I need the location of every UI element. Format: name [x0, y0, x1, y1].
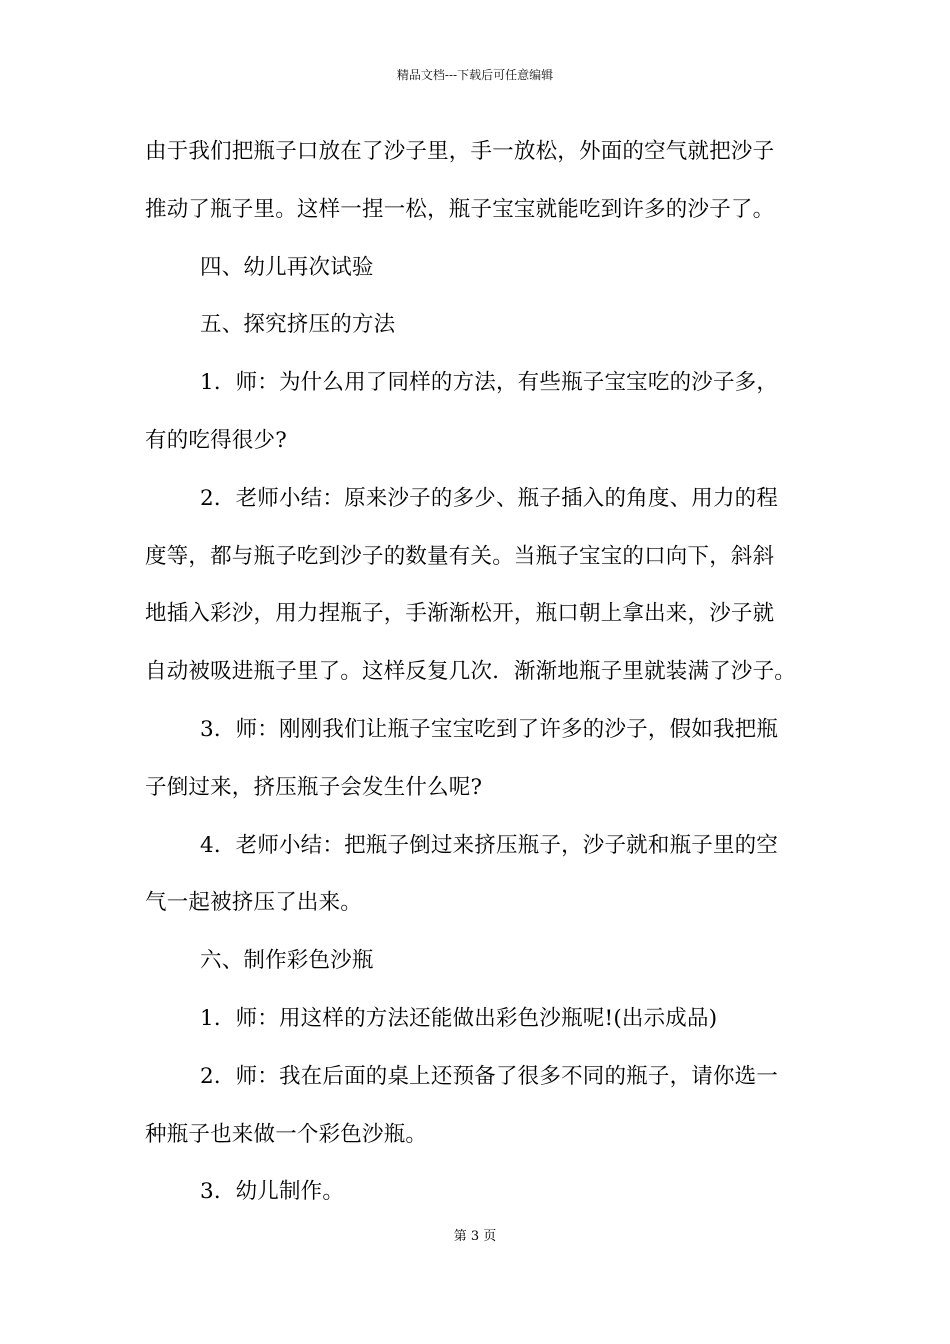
text-line: 地插入彩沙，用力捏瓶子，手渐渐松开，瓶口朝上拿出来，沙子就 — [145, 601, 775, 627]
text-line: 由于我们把瓶子口放在了沙子里，手一放松，外面的空气就把沙子 — [145, 139, 775, 164]
text-line: 推动了瓶子里。这样一捏一松，瓶子宝宝就能吃到许多的沙子了。 — [145, 196, 775, 222]
section-heading: 六、制作彩色沙瓶 — [200, 948, 374, 974]
text-line: 气一起被挤压了出来。 — [145, 890, 363, 916]
section-heading: 五、探究挤压的方法 — [200, 312, 396, 338]
text-line: 2．师：我在后面的桌上还预备了很多不同的瓶子，请你选一 — [200, 1063, 779, 1089]
text-line: 4．老师小结：把瓶子倒过来挤压瓶子，沙子就和瓶子里的空 — [200, 832, 779, 858]
text-line: 2．老师小结：原来沙子的多少、瓶子插入的角度、用力的程 — [200, 485, 779, 511]
text-line: 子倒过来，挤压瓶子会发生什么呢? — [145, 774, 483, 800]
text-line: 度等，都与瓶子吃到沙子的数量有关。当瓶子宝宝的口向下，斜斜 — [145, 543, 775, 569]
text-line: 1．师：用这样的方法还能做出彩色沙瓶呢!(出示成品) — [200, 1005, 718, 1031]
page-header: 精品文档---下载后可任意编辑 — [396, 68, 554, 82]
text-line: 3．幼儿制作。 — [200, 1179, 345, 1205]
section-heading: 四、幼儿再次试验 — [200, 254, 374, 280]
text-line: 1．师：为什么用了同样的方法，有些瓶子宝宝吃的沙子多， — [200, 370, 779, 396]
text-line: 自动被吸进瓶子里了。这样反复几次．渐渐地瓶子里就装满了沙子。 — [145, 659, 797, 685]
page-number: 第 3 页 — [453, 1229, 497, 1244]
text-line: 种瓶子也来做一个彩色沙瓶。 — [145, 1121, 428, 1147]
document-body — [145, 132, 807, 1230]
text-line: 有的吃得很少? — [145, 427, 287, 453]
text-line: 3．师：刚刚我们让瓶子宝宝吃到了许多的沙子，假如我把瓶 — [200, 716, 779, 742]
